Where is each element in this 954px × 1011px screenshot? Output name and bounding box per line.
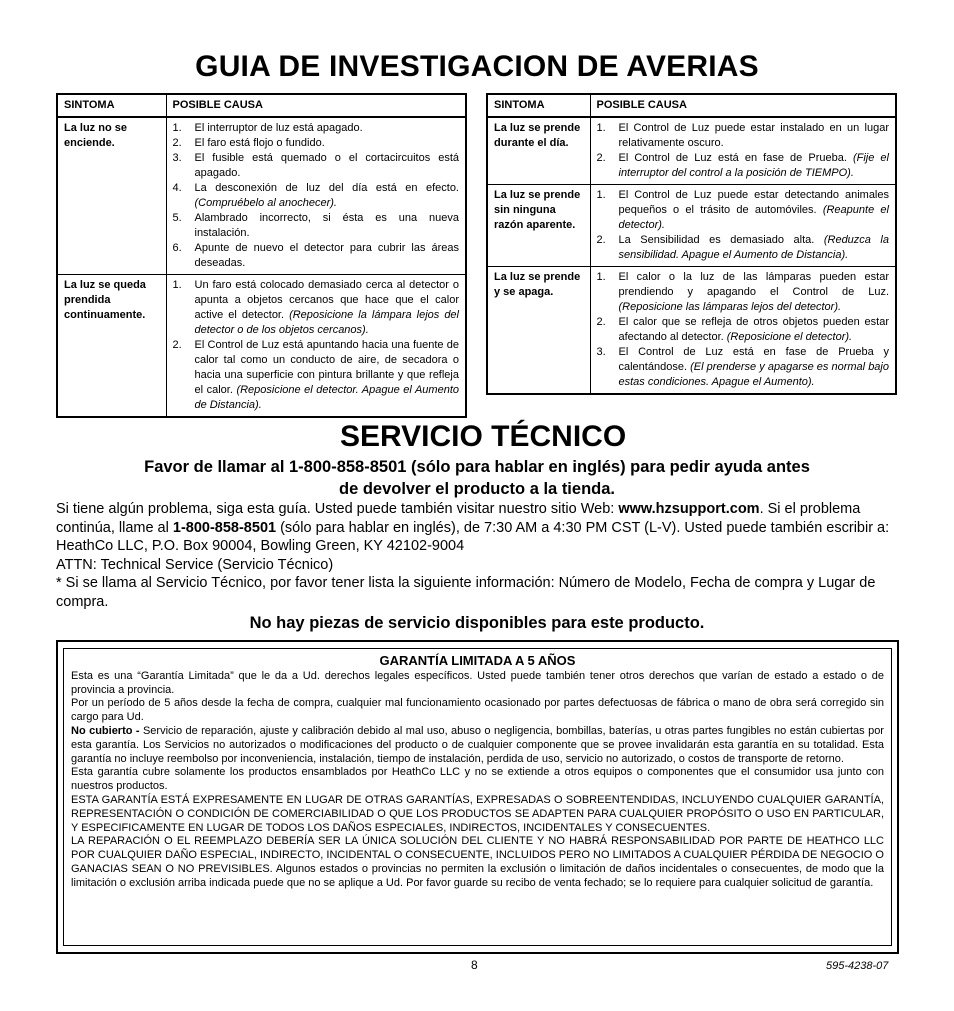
cause-cell (590, 185, 896, 267)
cause-description: El calor o la luz de las lámparas pueden estar prendiendo y apagando el Control de Luz. (618, 271, 889, 298)
cause-description: El calor que se refleja de otros objetos pueden estar afectando al detector. (618, 316, 889, 343)
cause-item (597, 151, 890, 181)
cause-item (597, 270, 890, 315)
cause-description: La desconexión de luz del día está en efecto. (194, 182, 459, 194)
cause-number: 2. (172, 137, 182, 149)
header-cause: POSIBLE CAUSA (590, 94, 896, 117)
cause-list (173, 278, 460, 413)
cause-text (619, 188, 890, 233)
warranty-content (63, 648, 892, 946)
service-note: * Si se llama al Servicio Técnico, por favor tener lista la siguiente información: Número de Modelo, Fecha de compra y Lugar de compra. (56, 575, 876, 610)
cause-list (173, 121, 460, 271)
cause-number: 1. (596, 271, 606, 283)
service-title: SERVICIO TÉCNICO (340, 420, 627, 453)
table-row (487, 267, 896, 395)
call-line-2: de devolver el producto a la tienda. (339, 480, 615, 498)
call-heading (0, 456, 954, 500)
cause-text (619, 345, 890, 390)
cause-text (195, 338, 460, 413)
cause-text (619, 270, 890, 315)
warranty-box (56, 640, 899, 954)
cause-description: Apunte de nuevo el detector para cubrir las áreas deseadas. (194, 242, 459, 269)
cause-description: Un faro está colocado demasiado cerca al detector o apunta a objetos cercanos que hace que el calor active el detector. (194, 279, 459, 321)
cause-number: 3. (596, 346, 606, 358)
cause-item (597, 315, 890, 345)
warranty-paragraph: Esta es una “Garantía Limitada” que le da a Ud. derechos legales específicos. Usted puede también tener otros derechos que varían de estado a estado o de provincia a provincia. (71, 669, 884, 696)
cause-list (597, 188, 890, 263)
cause-description: El Control de Luz puede estar detectando animales pequeños o el trásito de automóviles. (618, 189, 889, 216)
cause-text (195, 136, 460, 151)
cause-number: 4. (172, 182, 182, 194)
cause-description: La Sensibilidad es demasiado alta. (618, 234, 824, 246)
service-text: (sólo para hablar en inglés), de 7:30 AM a 4:30 PM CST (L-V). Usted puede también escribir a: HeathCo LLC, P.O. Box 90004, Bowling Green, KY 42102-9004 (56, 519, 890, 554)
cause-number: 2. (172, 339, 182, 351)
cause-number: 2. (596, 316, 606, 328)
cause-item (597, 345, 890, 390)
cause-item (173, 241, 460, 271)
cause-text (195, 121, 460, 136)
cause-item (597, 121, 890, 151)
cause-description: El interruptor de luz está apagado. (194, 122, 363, 134)
symptom-cell: La luz se prende durante el día. (487, 117, 590, 185)
warranty-title: GARANTÍA LIMITADA A 5 AÑOS (379, 653, 576, 668)
cause-number: 5. (172, 212, 182, 224)
header-symptom: SINTOMA (57, 94, 166, 117)
warranty-paragraph: ESTA GARANTÍA ESTÁ EXPRESAMENTE EN LUGAR DE OTRAS GARANTÍAS, EXPRESADAS O SOBREENTENDIDAS, INCLUYENDO CUALQUIER GARANTÍA, REPRESENTACIÓN O CONDICIÓN DE COMERCIABILIDAD O QUE LOS PRODUCTOS SE ADAPTEN PARA CUALQUIER PROPÓSITO O USO EN PARTICULAR, Y ESPECIFICAMENTE EN LUGAR DE TODOS LOS DAÑOS ESPECIALES, INDIRECTOS, INCIDENTALES Y CONSECUENTES. (71, 793, 884, 834)
cause-number: 1. (172, 279, 182, 291)
cause-number: 6. (172, 242, 182, 254)
cause-text (619, 151, 890, 181)
cause-remedy: (Reduzca la sensibilidad. Apague el Aumento de Distancia). (618, 234, 889, 261)
table-row (487, 185, 896, 267)
warranty-text: Servicio de reparación, ajuste y calibración debido al mal uso, abuso o negligencia, bombillas, baterías, u otras partes fungibles no están cubiertas por esta garantía. Los Servicios no autorizados o modificaciones del producto o de cualquier componente que se provee invalidarán esta garantía en su totalidad. Esta garantía no incluye reembolso por inconveniencia, instalación, tiempo de instalación, perdida de uso, servicio no autorizado, o costos de transporte de retorno. (71, 724, 884, 765)
cause-remedy: (Reposicione el detector. Apague el Aumento de Distancia). (194, 384, 459, 411)
table-row (57, 117, 466, 275)
support-phone: 1-800-858-8501 (172, 519, 277, 536)
warranty-text: LA REPARACIÓN O EL REEMPLAZO DEBERÍA SER LA ÚNICA SOLUCIÓN DEL CLIENTE Y NO HABRÁ RESPONSABILIDAD POR PARTE DE HEATHCO LLC POR CUALQUIER DAÑO ESPECIAL, INDIRECTO, INCIDENTAL O CONSECUENTE, INCLUIDOS PERO NO LIMITADOS A CUALQUIER PÉRDIDA DE NEGOCIO O GANACIAS SEAN O NO PREVISIBLES. (71, 835, 884, 875)
cause-list (597, 121, 890, 181)
cause-remedy: (El prenderse y apagarse es normal bajo estas condiciones. Apague el Aumento). (618, 361, 889, 388)
service-body (56, 500, 901, 611)
call-line-1: Favor de llamar al 1-800-858-8501 (sólo para hablar en inglés) para pedir ayuda antes (144, 458, 810, 476)
cause-number: 1. (172, 122, 182, 134)
symptom-cell: La luz se prende y se apaga. (487, 267, 590, 395)
table-row (487, 117, 896, 185)
no-parts-notice: No hay piezas de servicio disponibles para este producto. (249, 614, 705, 632)
cause-text (619, 121, 890, 151)
cause-cell (166, 117, 466, 275)
troubleshooting-table-left (56, 93, 467, 418)
cause-description: El fusible está quemado o el cortacircuitos está apagado. (194, 152, 459, 179)
cause-number: 2. (596, 152, 606, 164)
troubleshooting-table-right (486, 93, 897, 395)
cause-number: 1. (596, 122, 606, 134)
service-text: Si tiene algún problema, siga esta guía. Usted puede también visitar nuestro sitio Web: (56, 501, 619, 517)
header-cause: POSIBLE CAUSA (166, 94, 466, 117)
cause-text (619, 315, 890, 345)
cause-remedy: (Reposicione las lámparas lejos del detector). (618, 301, 842, 313)
service-paragraph (56, 500, 901, 556)
table-row (57, 275, 466, 418)
cause-item (173, 121, 460, 136)
cause-item (597, 188, 890, 233)
cause-remedy: (Reapunte el detector). (618, 204, 889, 231)
warranty-paragraph: Por un período de 5 años desde la fecha de compra, cualquier mal funcionamiento ocasionado por partes defectuosas de fábrica o mano de obra será corregido sin cargo para Ud. (71, 697, 884, 724)
cause-cell (166, 275, 466, 418)
page-number: 8 (471, 958, 478, 972)
cause-description: Alambrado incorrecto, si ésta es una nueva instalación. (194, 212, 459, 239)
cause-item (173, 136, 460, 151)
cause-text (195, 181, 460, 211)
cause-text (195, 211, 460, 241)
service-text: . Si el problema continúa, llame al (56, 501, 861, 536)
not-covered-label: No cubierto - (71, 724, 140, 737)
cause-cell (590, 267, 896, 395)
cause-remedy: (Reposicione la lámpara lejos del detector o de los objetos cercanos). (194, 309, 459, 336)
cause-text (195, 278, 460, 338)
warranty-text: Algunos estados o provincias no permiten la exclusión o limitación de daños incidentales o consecuentes, de modo que la limitación o exclusión arriba indicada puede que no se aplique a Ud. Por favor guarde su recibo de venta fechado; se lo requiere para cualquier solicitud de garantía. (71, 862, 884, 889)
cause-description: El Control de Luz está en fase de Prueba. (618, 152, 853, 164)
cause-list (597, 270, 890, 390)
symptom-cell: La luz no se enciende. (57, 117, 166, 275)
cause-description: El faro está flojo o fundido. (194, 137, 325, 149)
cause-description: El Control de Luz está en fase de Prueba y calentándose. (618, 346, 889, 373)
warranty-paragraph: Esta garantía cubre solamente los productos ensamblados por HeathCo LLC y no se extiende a otros equipos o componentes que el consumidor usa junto con nuestros productos. (71, 766, 884, 793)
attn-line: ATTN: Technical Service (Servicio Técnico) (56, 556, 334, 573)
document-number: 595-4238-07 (826, 960, 889, 972)
symptom-cell: La luz se prende sin ninguna razón aparente. (487, 185, 590, 267)
cause-item (173, 151, 460, 181)
cause-description: El Control de Luz está apuntando hacia una fuente de calor tal como un conducto de aire, de secadora o hacia una superficie con pintura brillante y que refleja el calor. (194, 339, 459, 396)
cause-item (173, 338, 460, 413)
cause-item (597, 233, 890, 263)
cause-remedy: (Compruébelo al anochecer). (194, 197, 337, 209)
symptom-cell: La luz se queda prendida continuamente. (57, 275, 166, 418)
cause-description: El Control de Luz puede estar instalado en un lugar relativamente oscuro. (618, 122, 889, 149)
cause-item (173, 181, 460, 211)
warranty-paragraph (71, 725, 884, 766)
cause-number: 2. (596, 234, 606, 246)
cause-cell (590, 117, 896, 185)
cause-number: 3. (172, 152, 182, 164)
cause-number: 1. (596, 189, 606, 201)
cause-text (195, 241, 460, 271)
header-symptom: SINTOMA (487, 94, 590, 117)
cause-text (619, 233, 890, 263)
cause-item (173, 278, 460, 338)
page-title: GUIA DE INVESTIGACION DE AVERIAS (195, 50, 759, 83)
cause-text (195, 151, 460, 181)
warranty-paragraph (71, 835, 884, 890)
cause-remedy: (Fije el interruptor del control a la posición de TIEMPO). (618, 152, 889, 179)
cause-remedy: (Reposicione el detector). (726, 331, 853, 343)
support-website-link[interactable]: www.hzsupport.com (618, 501, 760, 517)
cause-item (173, 211, 460, 241)
